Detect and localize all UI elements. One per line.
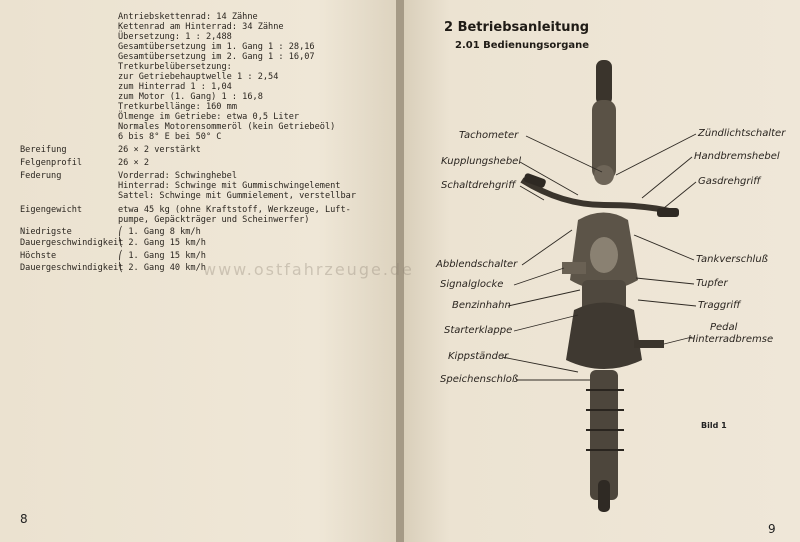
label-handbremshebel: Handbremshebel [694,151,780,162]
label-signalglocke: Signalglocke [440,279,504,290]
spec-label: Niedrigste [20,227,72,237]
spec-line: Normales Motorensommeröl (kein Getriebeöl) [118,122,336,132]
label-abblendschalter: Abblendschalter [436,259,518,270]
page-number-left: 8 [20,512,28,526]
label-starterklappe: Starterklappe [444,325,513,336]
label-tankverschluss: Tankverschluß [696,254,768,265]
spec-line: Ölmenge im Getriebe: etwa 0,5 Liter [118,112,300,122]
spec-line: Gesamtübersetzung im 2. Gang 1 : 16,07 [118,52,315,62]
figure-caption: Bild 1 [701,421,727,430]
label-schaltdrehgriff: Schaltdrehgriff [441,180,516,191]
spec-label: Dauergeschwindigkeit [20,263,124,273]
spec-label: Eigengewicht [20,205,83,215]
label-gasdrehgriff: Gasdrehgriff [698,176,761,187]
spec-line: zur Getriebehauptwelle 1 : 2,54 [118,72,279,82]
spec-line: 6 bis 8° E bei 50° C [118,132,222,142]
spec-value: Sattel: Schwinge mit Gummielement, verstellbar [118,191,356,201]
spec-label: Höchste [20,251,57,261]
spec-label: Dauergeschwindigkeit [20,238,124,248]
page-number-right: 9 [768,522,776,536]
spec-line: Kettenrad am Hinterrad: 34 Zähne [118,22,284,32]
spec-line: Tretkurbellänge: 160 mm [118,102,237,112]
spec-value: Vorderrad: Schwinghebel [118,171,237,181]
spec-value: 26 × 2 verstärkt [118,145,201,155]
label-zuendlichtschalter: Zündlichtschalter [698,128,786,139]
spec-value: pumpe, Gepäckträger und Scheinwerfer) [118,215,310,225]
spec-value: 26 × 2 [118,158,150,168]
spec-line: Tretkurbelübersetzung: [118,62,232,72]
spec-value: ⎝ 2. Gang 15 km/h [118,238,206,248]
spec-value: etwa 45 kg (ohne Kraftstoff, Werkzeuge, Luft- [118,205,351,215]
spec-line: Übersetzung: 1 : 2,488 [118,32,232,42]
label-kupplungshebel: Kupplungshebel [441,156,522,167]
spec-value: Hinterrad: Schwinge mit Gummischwingelement [118,181,341,191]
section-heading: 2 Betriebsanleitung [444,20,590,35]
label-speichenschloss: Speichenschloß [440,374,519,385]
spec-value: ⎝ 2. Gang 40 km/h [118,263,206,273]
spec-label: Bereifung [20,145,67,155]
spec-label: Felgenprofil [20,158,83,168]
spec-value: ⎛ 1. Gang 15 km/h [118,251,206,261]
label-tupfer: Tupfer [696,278,728,289]
spec-line: Gesamtübersetzung im 1. Gang 1 : 28,16 [118,42,315,52]
spec-line: zum Motor (1. Gang) 1 : 16,8 [118,92,263,102]
label-kippstaender: Kippständer [448,351,509,362]
moped-illustration [402,0,800,542]
label-pedal: Pedal [710,322,738,333]
spec-value: ⎛ 1. Gang 8 km/h [118,227,201,237]
label-tachometer: Tachometer [459,130,519,141]
section-subheading: 2.01 Bedienungsorgane [455,40,590,51]
spec-line: Antriebskettenrad: 14 Zähne [118,12,258,22]
spec-line: zum Hinterrad 1 : 1,04 [118,82,232,92]
label-traggriff: Traggriff [698,300,741,311]
label-benzinhahn: Benzinhahn [452,300,511,311]
label-hinterradbremse: Hinterradbremse [688,334,774,345]
spec-label: Federung [20,171,62,181]
watermark: www.ostfahrzeuge.de [203,260,414,279]
